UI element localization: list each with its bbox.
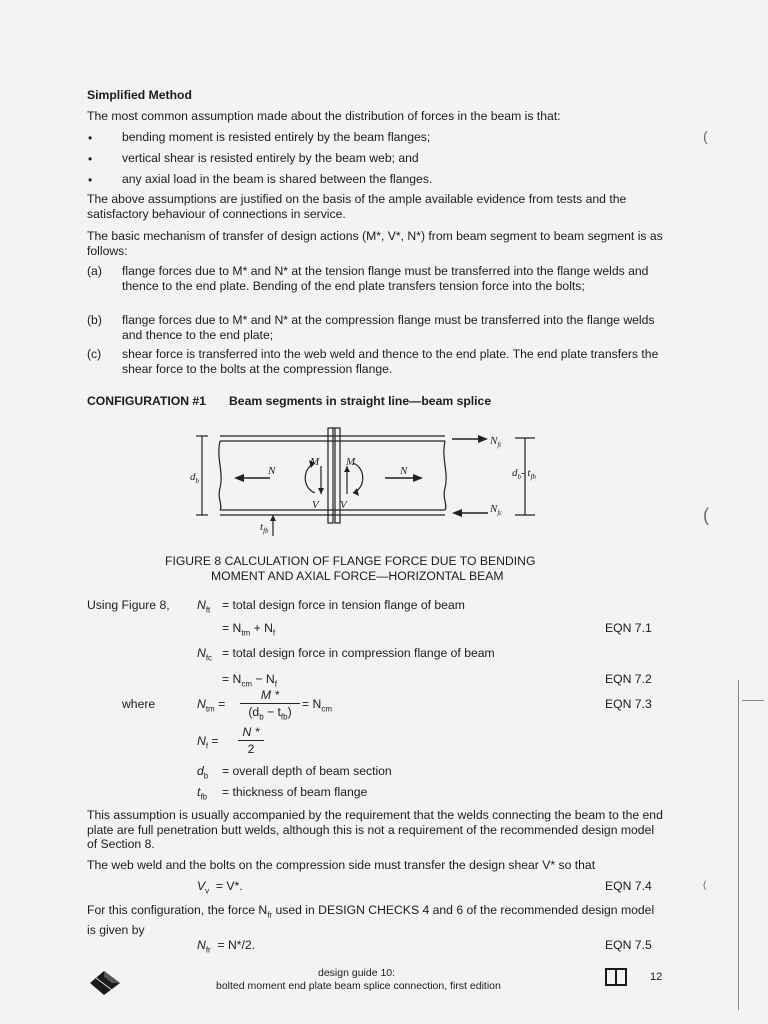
fraction-bar bbox=[238, 740, 264, 741]
margin-mark: ( bbox=[703, 128, 708, 144]
eq-nf-fraction bbox=[238, 725, 264, 756]
item-label: (c) bbox=[87, 347, 102, 361]
eqn-7-2-label: EQN 7.2 bbox=[605, 672, 652, 686]
eqn-7-1-label: EQN 7.1 bbox=[605, 621, 652, 635]
fraction-numerator: M * bbox=[260, 688, 280, 702]
eq-nft-symbol: $N_{ft}$ bbox=[197, 598, 211, 615]
figure-caption-line1: FIGURE 8 CALCULATION OF FLANGE FORCE DUE TO BENDING bbox=[165, 554, 536, 568]
fig-label-n-right: N bbox=[400, 465, 408, 477]
item-text: shear force is transferred into the web weld and thence to the end plate. The end plate transfers the shear force to the bolts at the compression flange. bbox=[122, 347, 659, 376]
eq-7-3-rhs: = $N_{cm}$ bbox=[302, 697, 332, 714]
eqn-7-4-label: EQN 7.4 bbox=[605, 879, 652, 893]
footer-guide-subtitle: bolted moment end plate beam splice connection, first edition bbox=[216, 980, 501, 992]
fig-label-v-left: V bbox=[312, 499, 319, 511]
eq-7-2-expression: = $N_{cm} - N_f$ bbox=[222, 672, 277, 689]
footer-guide-title: design guide 10: bbox=[318, 967, 396, 979]
eq-nfc-definition: = total design force in compression flange of beam bbox=[222, 646, 495, 660]
configuration-title: Beam segments in straight line—beam splice bbox=[229, 394, 492, 408]
tfb-definition: = thickness of beam flange bbox=[222, 785, 368, 799]
eq-7-3-fraction bbox=[240, 688, 300, 721]
intro-text: The most common assumption made about the distribution of forces in the beam is that: bbox=[87, 109, 561, 123]
eq-nf-symbol: $N_f$ = bbox=[197, 734, 219, 751]
item-text: flange forces due to M* and N* at the tension flange must be transferred into the flange welds and thence to the end plate. Bending of the end plate transfers tension force into the bolts; bbox=[122, 264, 649, 293]
bullet-marker: • bbox=[88, 173, 93, 187]
db-symbol: $d_b$ bbox=[197, 764, 209, 781]
margin-mark: ( bbox=[703, 505, 709, 525]
figure-caption-line2: MOMENT AND AXIAL FORCE—HORIZONTAL BEAM bbox=[211, 569, 504, 583]
fig-label-n-left: N bbox=[268, 465, 276, 477]
fig-label-m-right: M bbox=[346, 456, 356, 468]
fraction-numerator: N * bbox=[242, 725, 260, 739]
fig-label-db-tfb: $d_b-$ $t_{fb}$ bbox=[512, 467, 536, 481]
margin-mark: ( bbox=[703, 880, 707, 891]
beam-splice-figure bbox=[190, 418, 560, 538]
assumptions-paragraph: The above assumptions are justified on the basis of the ample available evidence from tests and the satisfactory behaviour of connections in service. bbox=[87, 192, 627, 221]
eq-nft-definition: = total design force in tension flange of beam bbox=[222, 598, 465, 612]
bullet-marker: • bbox=[88, 152, 93, 166]
welds-paragraph: This assumption is usually accompanied by the requirement that the welds connecting the beam to the end plate are full penetration butt welds, although this is not a requirement of the recommended design model of Section 8. bbox=[87, 808, 663, 852]
fig-label-nft: $N_{ft}$ bbox=[490, 435, 502, 449]
scan-edge-line bbox=[742, 700, 764, 701]
fig-label-db: $d_b$ bbox=[190, 471, 199, 485]
book-icon bbox=[605, 968, 627, 986]
eq-7-1-expression: = $N_{tm} + N_f$ bbox=[222, 621, 276, 638]
fraction-denominator: 2 bbox=[247, 742, 255, 756]
section-heading: Simplified Method bbox=[87, 88, 192, 102]
publisher-logo-icon bbox=[86, 968, 126, 998]
using-figure-label: Using Figure 8, bbox=[87, 598, 170, 612]
db-definition: = overall depth of beam section bbox=[222, 764, 392, 778]
fig-label-nfc: $N_{fc}$ bbox=[490, 503, 503, 517]
fraction-bar bbox=[240, 703, 300, 704]
web-weld-paragraph: The web weld and the bolts on the compression side must transfer the design shear V* so that bbox=[87, 858, 596, 872]
configuration-label: CONFIGURATION #1 bbox=[87, 394, 206, 408]
fig-label-m-left: M bbox=[310, 456, 320, 468]
eq-ntm-symbol: $N_{tm}$ = bbox=[197, 697, 226, 714]
bullet-item: any axial load in the beam is shared between the flanges. bbox=[122, 172, 433, 186]
eq-nfc-symbol: $N_{fc}$ bbox=[197, 646, 213, 663]
eq-7-4-expression: $V_v = V*$. bbox=[197, 879, 243, 896]
mechanism-paragraph: The basic mechanism of transfer of design actions (M*, V*, N*) from beam segment to beam segment is as follows: bbox=[87, 229, 663, 258]
where-label: where bbox=[122, 697, 156, 711]
item-label: (a) bbox=[87, 264, 102, 278]
item-label: (b) bbox=[87, 313, 102, 327]
eqn-7-5-label: EQN 7.5 bbox=[605, 938, 652, 952]
fig-label-tfb: $t_{fb}$ bbox=[260, 521, 269, 535]
scan-edge-line bbox=[738, 680, 739, 1010]
fraction-denominator: $(d_b - t_{fb})$ bbox=[248, 705, 292, 722]
item-text: flange forces due to M* and N* at the compression flange must be transferred into the flange welds and thence to the end plate; bbox=[122, 313, 655, 342]
configuration-paragraph: For this configuration, the force $N_{fr}$ used in DESIGN CHECKS 4 and 6 of the recommended design model is given by bbox=[87, 903, 655, 938]
bullet-item: bending moment is resisted entirely by the beam flanges; bbox=[122, 130, 431, 144]
bullet-item: vertical shear is resisted entirely by the beam web; and bbox=[122, 151, 419, 165]
fig-label-v-right: V bbox=[340, 499, 347, 511]
bullet-marker: • bbox=[88, 131, 93, 145]
page-number: 12 bbox=[650, 971, 663, 983]
eq-7-5-expression: $N_{fr} = N*/2$. bbox=[197, 938, 256, 955]
tfb-symbol: $t_{fb}$ bbox=[197, 785, 208, 802]
eqn-7-3-label: EQN 7.3 bbox=[605, 697, 652, 711]
